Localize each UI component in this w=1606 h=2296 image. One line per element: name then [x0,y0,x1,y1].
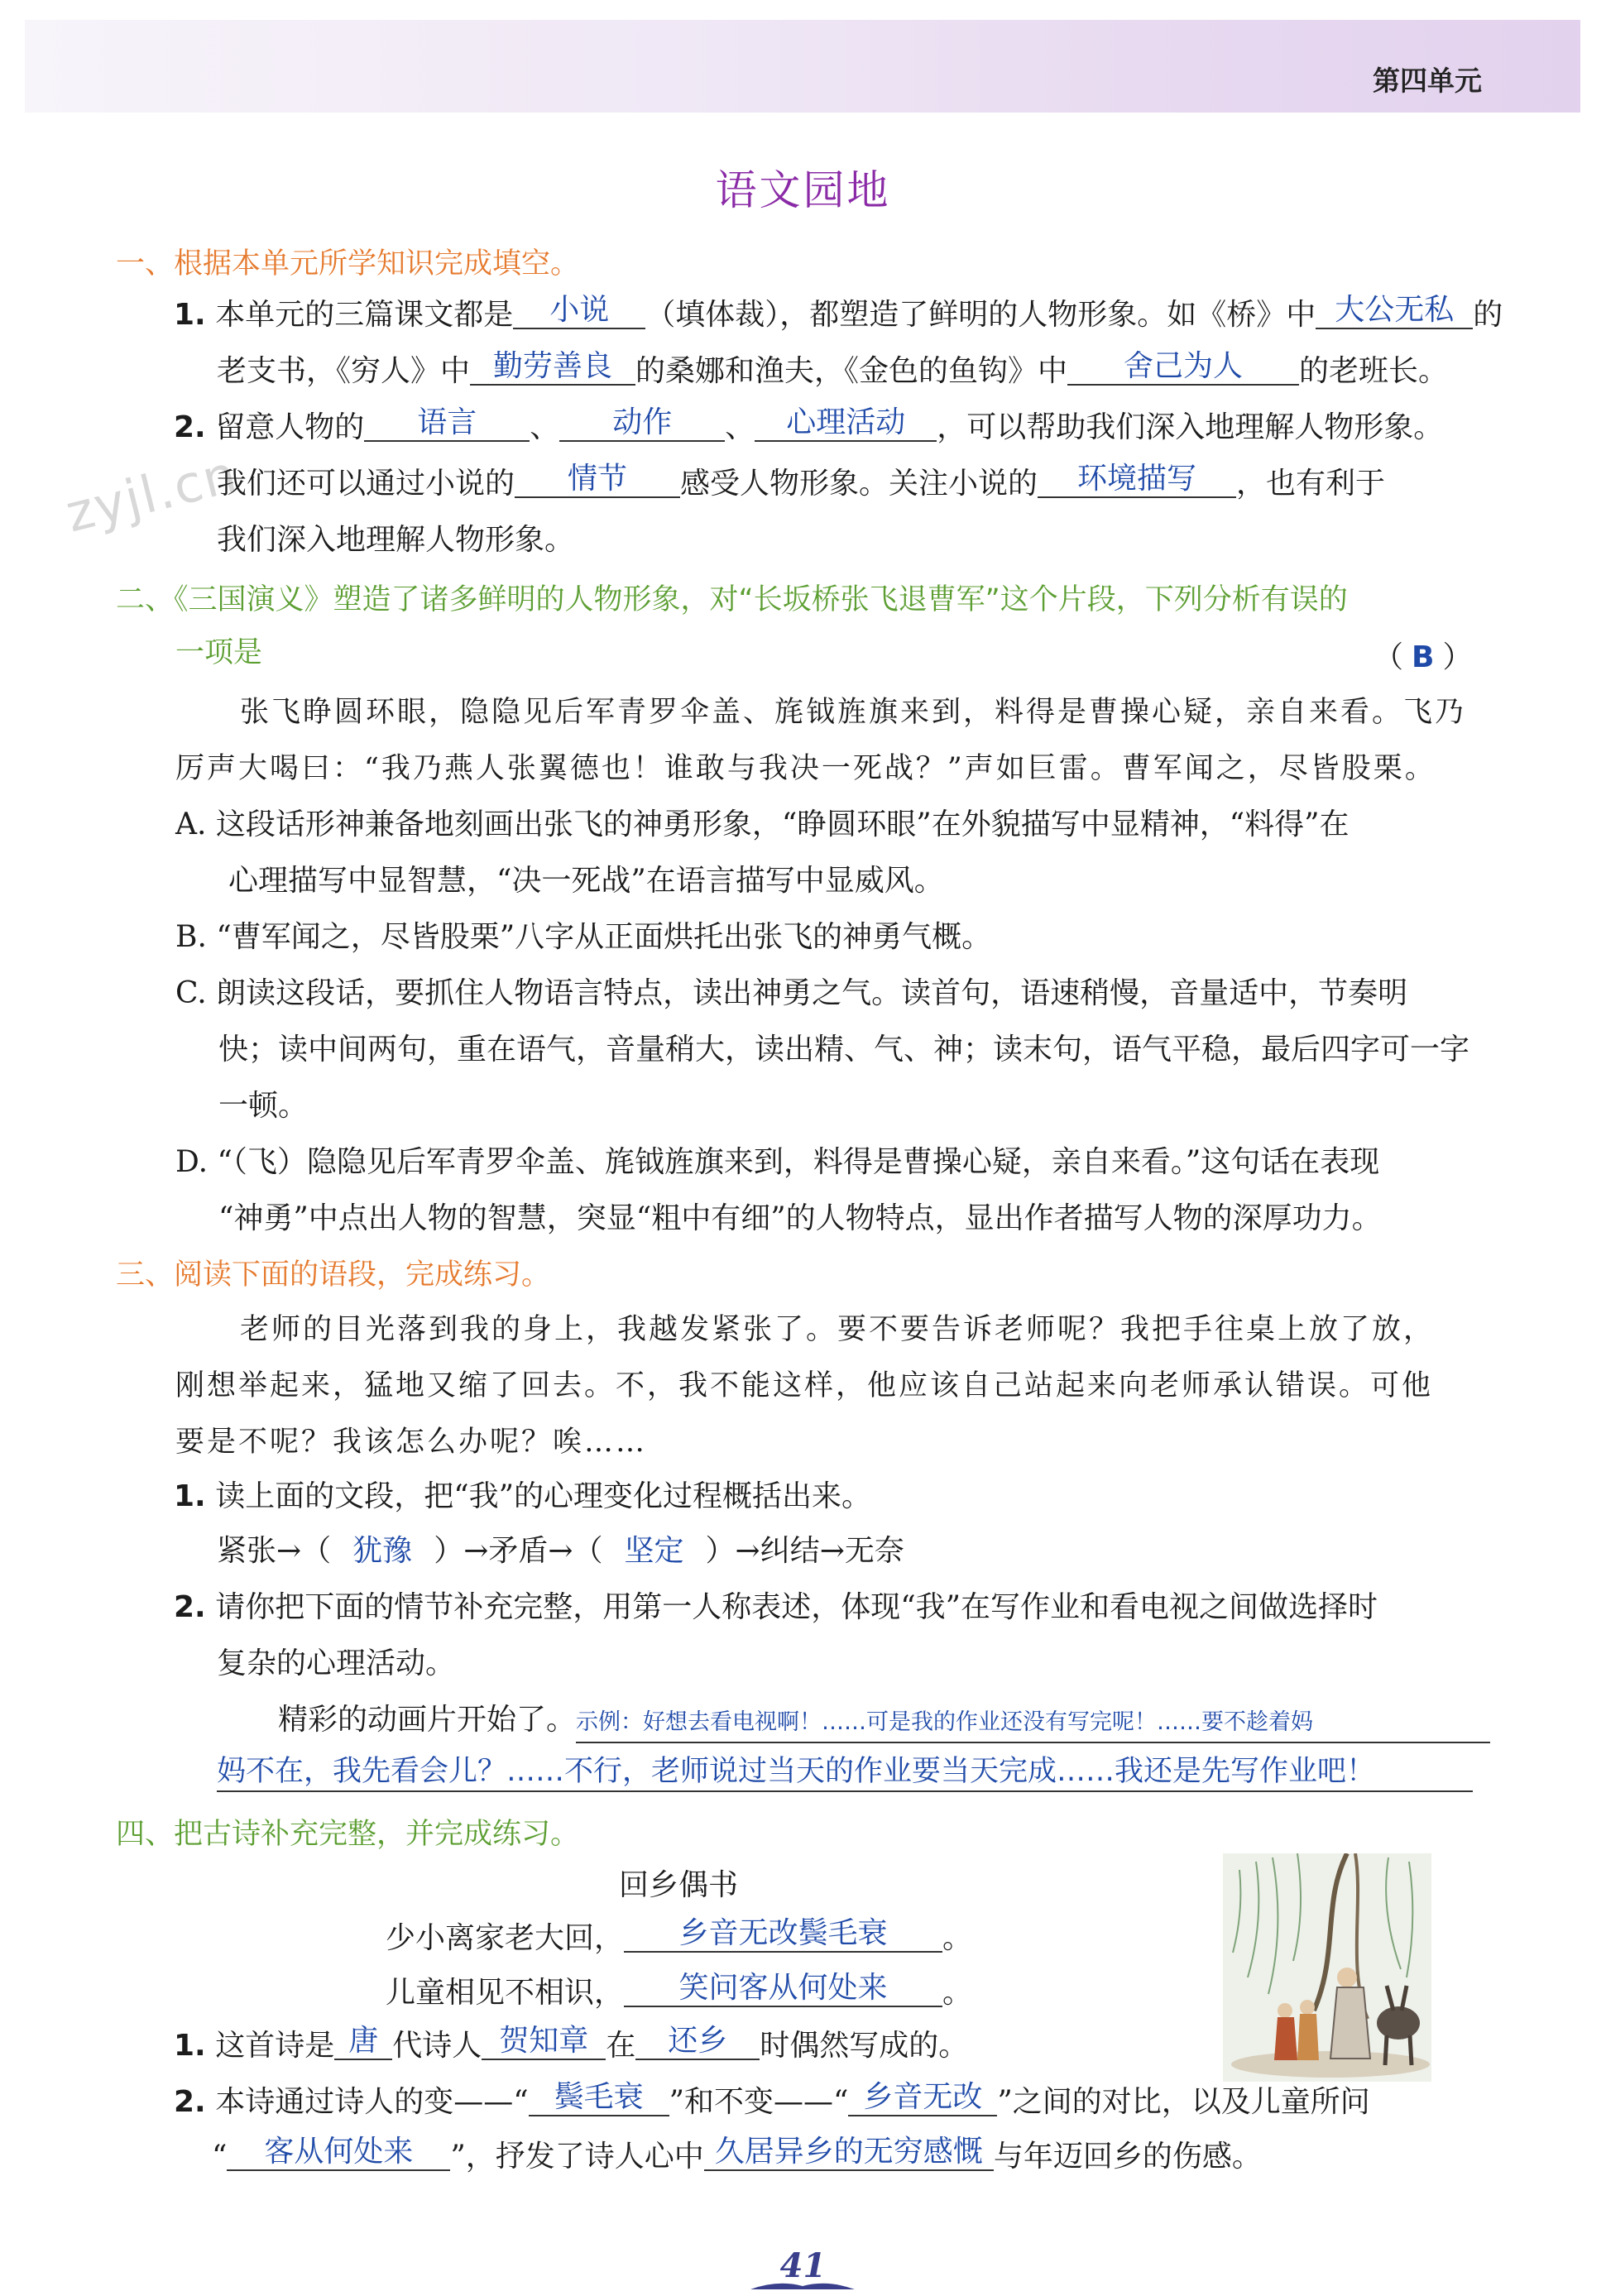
text: （ [1373,640,1404,674]
question-number: 1. [174,298,206,332]
answer-blank: 心理活动 [755,405,937,442]
s1-q2-line3: 我们深入地理解人物形象。 [217,523,575,557]
poem-line-2 [386,1971,973,2012]
section-1-heading: 一、根据本单元所学知识完成填空。 [116,247,580,280]
text: （填体裁），都塑造了鲜明的人物形象。如《桥》中 [645,298,1316,332]
text: ”，抒发了诗人心中 [450,2140,704,2174]
text: 时偶然写成的。 [760,2029,969,2063]
text: 留意人物的 [215,410,365,444]
text: ”和不变——“ [669,2085,849,2119]
text: ） [1442,640,1473,674]
answer-blank: 环境描写 [1038,462,1236,498]
answer-blank: 贺知章 [482,2024,606,2060]
answer-example: 示例：好想去看电视啊！……可是我的作业还没有写完呢！……要不趁着妈 [576,1704,1490,1743]
s3-q2-line2: 复杂的心理活动。 [217,1647,456,1680]
text: 精彩的动画片开始了。 [278,1703,577,1737]
text: 、 [725,410,755,444]
section-2-heading: 二、《三国演义》塑造了诸多鲜明的人物形象，对“长坂桥张飞退曹军”这个片段，下列分析有误的 [116,583,1348,616]
text: 。 [942,1976,973,2010]
text: 、 [530,410,560,444]
answer-blank: 动作 [559,405,725,442]
text: 。 [942,1921,973,1955]
passage-line: 刚想举起来，猛地又缩了回去。不，我不能这样，他应该自己站起来向老师承认错误。可他 [175,1369,1434,1402]
text: ”之间的对比，以及儿童所问 [997,2085,1370,2119]
text: 的老班长。 [1299,354,1449,388]
s4-q1-line [174,2024,969,2065]
s3-q2-answer-line2 [217,1752,1473,1792]
answer-blank: 乡音无改鬓毛衰 [624,1916,942,1953]
passage-line: 老师的目光落到我的身上，我越发紧张了。要不要告诉老师呢？我把手往桌上放了放， [240,1313,1436,1346]
unit-label: 第四单元 [1373,65,1482,97]
text: 儿童相见不相识， [386,1976,625,2010]
answer-text: 犹豫 [352,1534,413,1568]
passage-line: 要是不呢？我该怎么办呢？唉…… [175,1426,648,1459]
answer-blank: 舍己为人 [1067,349,1299,386]
text: ）→纠结→无奈 [705,1534,904,1568]
s1-q1-line1 [174,293,1503,334]
text: 这首诗是 [215,2029,335,2063]
text: 请你把下面的情节补充完整，用第一人称表述，体现“我”在写作业和看电视之间做选择时 [215,1590,1378,1624]
text: 读上面的文段，把“我”的心理变化过程概括出来。 [215,1479,871,1513]
s1-q2-line1 [174,405,1444,447]
answer-blank: 久居异乡的无穷感慨 [704,2135,994,2171]
header-band [25,20,1580,113]
option-a-line2: 心理描写中显智慧，“决一死战”在语言描写中显威风。 [228,864,944,898]
answer-blank: 乡音无改 [848,2080,997,2116]
text: 在 [606,2029,636,2063]
question-number: 1. [174,2029,206,2063]
text: 紧张→（ [217,1534,332,1568]
option-c-line2: 快；读中间两句，重在语气，音量稍大，读出精、气、神；读末句，语气平稳，最后四字可一字 [218,1033,1470,1067]
text: 本诗通过诗人的变——“ [215,2085,529,2119]
section-2-heading-cont: 一项是 [175,636,263,669]
s3-q2-line1 [174,1589,1378,1627]
answer-blank: 唐 [334,2024,392,2060]
question-number: 2. [174,1590,206,1624]
text: ，也有利于 [1236,467,1386,501]
page-number-ornament [749,2279,856,2291]
passage-line: 张飞睁圆环眼，隐隐见后军青罗伞盖、旄钺旌旗来到，料得是曹操心疑，亲自来看。飞乃 [240,696,1467,729]
watermark: zyjl.cn [60,443,244,544]
section-3-heading: 三、阅读下面的语段，完成练习。 [116,1258,551,1292]
text: ）→矛盾→（ [434,1534,603,1568]
option-d-line2: “神勇”中点出人物的智慧，突显“粗中有细”的人物特点，显出作者描写人物的深厚功力。 [218,1201,1382,1235]
page-number: 41 [779,2246,827,2285]
text: 感受人物形象。关注小说的 [680,467,1038,501]
question-number: 2. [174,410,206,444]
choice-answer-paren [1373,639,1472,677]
poem-illustration [1223,1853,1431,2082]
text: 的 [1473,298,1503,332]
answer-blank: 鬓毛衰 [529,2080,669,2116]
section-4-heading: 四、把古诗补充完整，并完成练习。 [116,1818,580,1851]
text: 代诗人 [392,2029,482,2063]
text: 本单元的三篇课文都是 [215,298,514,332]
text: 我们还可以通过小说的 [217,467,515,501]
answer-blank: 大公无私 [1316,293,1473,329]
answer-blank: 情节 [515,462,680,498]
text: ，可以帮助我们深入地理解人物形象。 [937,410,1444,444]
passage-line: 厉声大喝曰：“我乃燕人张翼德也！谁敢与我决一死战？”声如巨雷。曹军闻之，尽皆股栗。 [175,752,1436,785]
page-title: 语文园地 [715,166,891,214]
poem-line-1 [386,1916,973,1958]
text: “ [212,2140,228,2174]
poem-title: 回乡偶书 [619,1868,739,1902]
text: 少小离家老大回， [386,1921,625,1955]
answer-example-cont: 妈不在，我先看会儿？……不行，老师说过当天的作业要当天完成……我还是先写作业吧！ [217,1752,1473,1792]
question-number: 2. [174,2085,206,2119]
answer-blank: 小说 [513,293,645,329]
s1-q1-line2 [217,349,1449,391]
question-number: 1. [174,1479,206,1513]
option-b: B. “曹军闻之，尽皆股栗”八字从正面烘托出张飞的神勇气概。 [175,920,992,954]
text: 的桑娜和渔夫，《金色的鱼钩》中 [635,354,1068,388]
s4-q2-line2 [212,2135,1262,2176]
choice-answer: B [1412,640,1435,674]
answer-blank: 语言 [364,405,530,442]
answer-text: 坚定 [624,1534,684,1568]
answer-blank: 勤劳善良 [470,349,635,386]
option-c-line1: C. 朗读这段话，要抓住人物语言特点，读出神勇之气。读首句，语速稍慢，音量适中，节奏明 [175,976,1408,1010]
s3-q2-lead-line [278,1701,1490,1743]
answer-blank: 笑问客从何处来 [624,1971,942,2007]
option-a-line1: A. 这段话形神兼备地刻画出张飞的神勇形象，“睁圆环眼”在外貌描写中显精神，“料得”在 [175,808,1350,841]
text: 与年迈回乡的伤感。 [993,2140,1262,2174]
text: 老支书，《穷人》中 [217,354,471,388]
s4-q2-line1 [174,2080,1370,2121]
s3-q1-line1 [174,1478,871,1516]
s3-q1-chain [217,1532,904,1570]
option-c-line3: 一顿。 [218,1089,309,1123]
answer-blank: 客从何处来 [227,2135,450,2171]
s1-q2-line2 [217,462,1386,503]
option-d-line1: D. “（飞）隐隐见后军青罗伞盖、旄钺旌旗来到，料得是曹操心疑，亲自来看。”这句话在表现 [175,1145,1380,1179]
answer-blank: 还乡 [635,2024,760,2060]
